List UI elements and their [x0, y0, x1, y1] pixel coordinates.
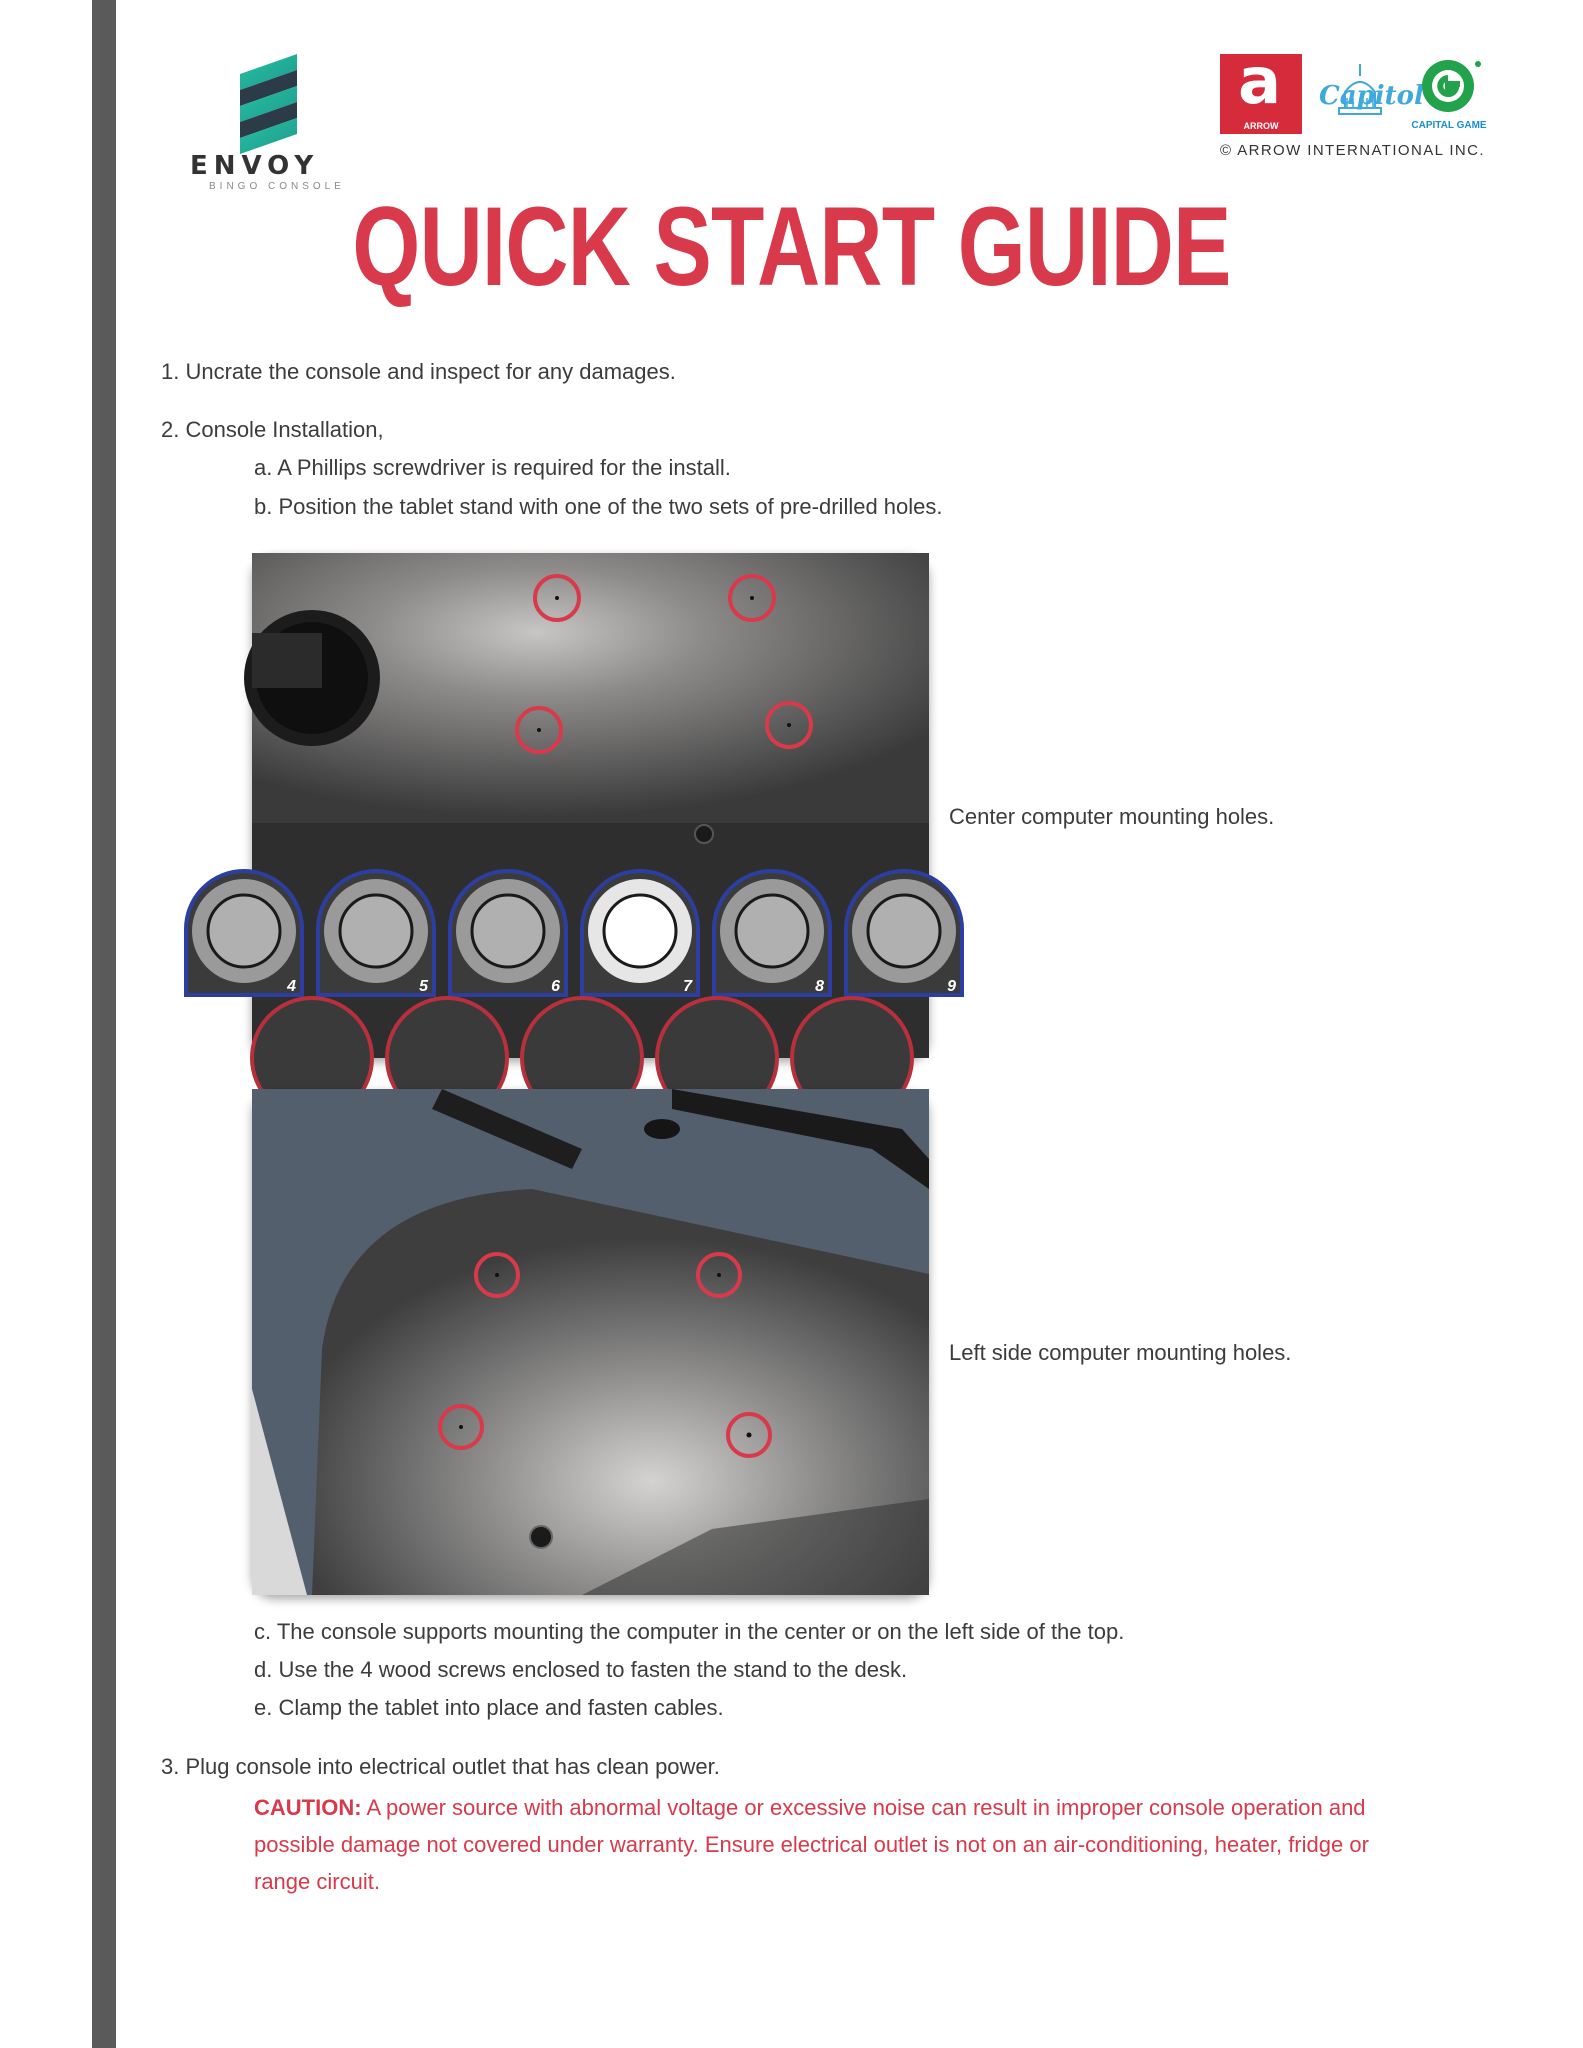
step-3: 3. Plug console into electrical outlet that has clean power. [161, 1754, 720, 1779]
cup-number: 8 [815, 978, 824, 995]
cup-number: 6 [551, 978, 560, 995]
left-side-mounting-holes-photo [252, 1089, 929, 1595]
screw [695, 825, 713, 843]
center-mounting-holes-photo [252, 553, 956, 1058]
step-2: 2. Console Installation, [161, 417, 384, 442]
cup-number: 5 [419, 978, 428, 995]
left-side-mounting-caption: Left side computer mounting holes. [949, 1340, 1292, 1365]
arrow-a-glyph: a [1238, 45, 1282, 119]
cup-number: 7 [683, 978, 692, 995]
cup [450, 871, 566, 995]
step-2a: a. A Phillips screwdriver is required for the install. [254, 455, 731, 480]
cup [582, 871, 698, 995]
envoy-wordmark: ENVOY [190, 151, 320, 181]
cup [318, 871, 434, 995]
capital-game-text: CAPITAL GAME [1411, 120, 1487, 131]
cup [186, 871, 302, 995]
step-2b: b. Position the tablet stand with one of the two sets of pre-drilled holes. [254, 494, 943, 519]
step-2e: e. Clamp the tablet into place and fasten cables. [254, 1695, 724, 1720]
arrow-logo [1220, 45, 1302, 134]
cup-number: 4 [287, 978, 296, 995]
svg-text:Capitol: Capitol [1319, 81, 1424, 111]
caution-notice [254, 1789, 1414, 1900]
step-2c: c. The console supports mounting the computer in the center or on the left side of the top. [254, 1619, 1125, 1644]
center-mounting-caption: Center computer mounting holes. [949, 804, 1275, 829]
envoy-subtitle: BINGO CONSOLE [209, 181, 345, 192]
page-title: QUICK START GUIDE [352, 184, 1231, 309]
caution-label: CAUTION: [254, 1795, 362, 1820]
caution-text: A power source with abnormal voltage or excessive noise can result in improper console operation and possible damage not covered under warranty. Ensure electrical outlet is not on an air-conditioning, heater, fridge or range circuit. [254, 1795, 1369, 1894]
capital-game-logo [1408, 56, 1490, 134]
arrow-logo-text: ARROW [1243, 121, 1279, 131]
capitol-logo [1315, 58, 1424, 130]
step-1: 1. Uncrate the console and inspect for any damages. [161, 359, 676, 384]
cup [714, 871, 830, 995]
screw [530, 1526, 552, 1548]
left-margin-bar [92, 0, 116, 2048]
copyright-text: © ARROW INTERNATIONAL INC. [1220, 142, 1485, 159]
cup [846, 871, 962, 995]
step-2d: d. Use the 4 wood screws enclosed to fasten the stand to the desk. [254, 1657, 908, 1682]
cup-number: 9 [947, 978, 956, 995]
